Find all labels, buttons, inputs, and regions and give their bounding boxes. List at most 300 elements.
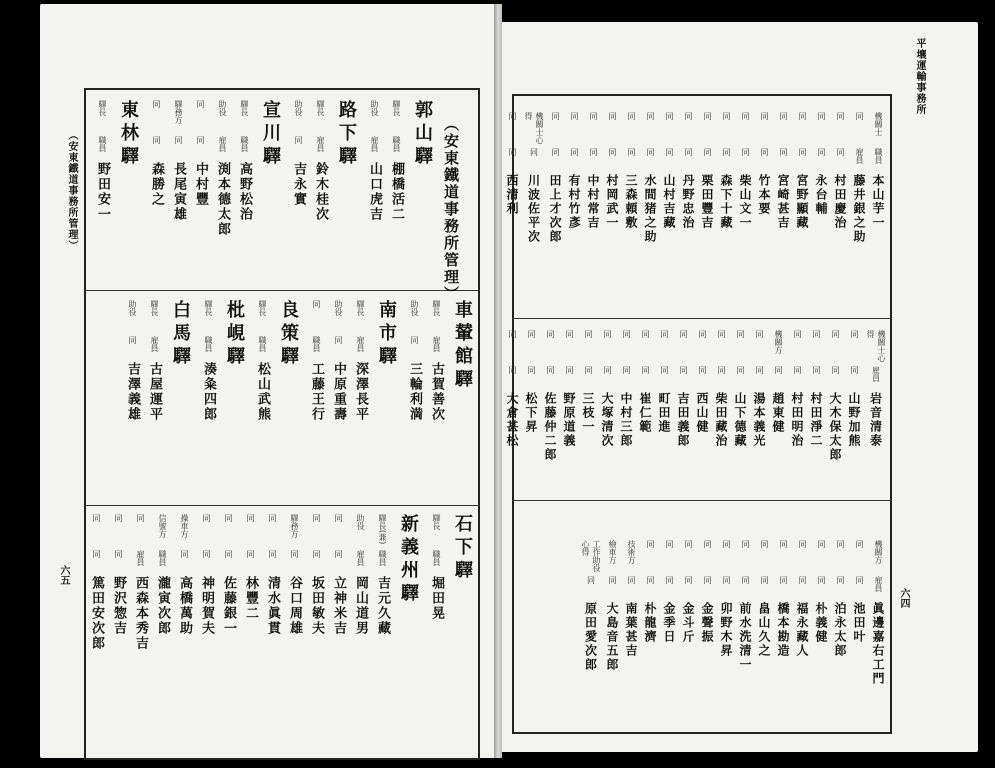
staff-rank: 同	[268, 550, 277, 558]
staff-position: 同	[817, 540, 826, 548]
staff-entry	[199, 300, 218, 422]
staff-rank: 同	[679, 366, 688, 374]
staff-position: 同	[224, 514, 233, 522]
staff-position: 同	[722, 112, 731, 120]
staff-entry	[846, 330, 863, 498]
staff-name: 宮野顯藏	[795, 174, 809, 230]
right-row-3	[580, 540, 887, 730]
staff-rank: 同	[627, 576, 636, 584]
staff-rank: 同	[641, 366, 650, 374]
staff-position: 工作助役心得	[581, 540, 601, 572]
staff-position: 驛長	[98, 100, 107, 116]
staff-position: 同	[665, 540, 674, 548]
station-name: 枇峴驛	[224, 300, 245, 369]
staff-entry	[637, 330, 654, 498]
staff-rank: 職員	[158, 550, 167, 566]
staff-entry	[604, 112, 621, 312]
staff-rank: 同	[508, 148, 517, 156]
left-section-1	[93, 100, 435, 285]
staff-name: 吉澤義雄	[125, 362, 140, 422]
staff-rank: 同	[665, 148, 674, 156]
staff-name: 趙東健	[771, 392, 785, 434]
station-name: 新義州驛	[398, 514, 419, 606]
staff-entry	[870, 540, 887, 730]
staff-entry	[373, 514, 392, 636]
staff-position: 驛長	[240, 100, 249, 116]
staff-position: 同	[508, 112, 517, 120]
staff-position: 同	[268, 514, 277, 522]
station-name: 石下驛	[452, 514, 473, 583]
staff-name: 山村吉藏	[662, 174, 676, 230]
station-name: 宣川驛	[260, 100, 281, 169]
staff-position: 驛長	[392, 100, 401, 116]
staff-position: 同	[698, 330, 707, 338]
staff-position: 驛長	[432, 300, 441, 316]
station-block	[253, 300, 301, 500]
staff-rank: 同	[508, 366, 517, 374]
staff-entry	[832, 112, 849, 312]
right-row-2	[504, 330, 887, 498]
staff-rank: 職員	[98, 136, 107, 152]
staff-rank: 同	[798, 148, 807, 156]
staff-entry	[329, 514, 348, 636]
staff-rank: 同	[779, 148, 788, 156]
staff-rank: 同	[627, 148, 636, 156]
staff-name: 泊永太郎	[833, 602, 847, 658]
staff-entry	[642, 112, 659, 312]
staff-entry	[604, 540, 621, 730]
staff-entry	[547, 112, 564, 312]
station-name: 車輦館驛	[452, 300, 473, 392]
staff-entry	[694, 330, 711, 498]
staff-position: 同	[312, 300, 321, 308]
staff-rank: 同	[202, 550, 211, 558]
staff-entry	[680, 540, 697, 730]
staff-position: 同	[793, 330, 802, 338]
staff-name: 柴田藏治	[714, 392, 728, 448]
staff-entry	[153, 514, 172, 636]
staff-entry	[523, 112, 545, 312]
staff-position: 同	[641, 330, 650, 338]
staff-rank: 同	[334, 336, 343, 344]
staff-name: 中原重壽	[331, 362, 346, 422]
right-row-1	[504, 112, 887, 312]
staff-name: 山口虎吉	[367, 162, 382, 222]
staff-name: 村岡武一	[605, 174, 619, 230]
staff-position: 驛長(兼)	[378, 514, 387, 545]
right-side-label: 平壤運輸事務所	[914, 38, 925, 115]
staff-entry	[253, 300, 272, 422]
staff-position: 同	[779, 540, 788, 548]
staff-position: 同	[646, 112, 655, 120]
station-name: 南市驛	[376, 300, 397, 369]
staff-rank: 職員	[392, 136, 401, 152]
staff-position: 機關士心得	[524, 112, 544, 144]
staff-rank: 同	[722, 148, 731, 156]
staff-position: 助役	[294, 100, 303, 116]
staff-name: 三輪利満	[407, 362, 422, 422]
staff-position: 助役	[370, 100, 379, 116]
staff-rank: 同	[646, 576, 655, 584]
staff-position: 助役	[410, 300, 419, 316]
staff-position: 同	[646, 540, 655, 548]
staff-rank: 同	[836, 576, 845, 584]
staff-name: 中村豐	[193, 162, 208, 207]
staff-name: 岩音清泰	[868, 392, 883, 448]
left-section-2	[123, 300, 475, 500]
staff-position: 同	[836, 112, 845, 120]
left-section-3	[87, 514, 475, 754]
staff-rank: 同	[736, 366, 745, 374]
staff-name: 南葉甚吉	[624, 602, 638, 658]
staff-rank: 同	[527, 366, 536, 374]
staff-name: 湊粂四郎	[201, 362, 216, 422]
staff-name: 丹野忠治	[681, 174, 695, 230]
staff-name: 高野松治	[237, 162, 252, 222]
staff-position: 驛長	[258, 300, 267, 316]
staff-rank: 職員	[240, 136, 249, 152]
staff-position: 同	[684, 112, 693, 120]
staff-entry	[307, 514, 326, 636]
left-side-label: （安東鐵道事務所管理）	[66, 130, 77, 251]
staff-rank: 雇員	[150, 336, 159, 352]
staff-entry	[241, 514, 260, 621]
staff-rank: 雇員	[356, 550, 365, 566]
staff-rank: 同	[755, 366, 764, 374]
staff-rank: 職員	[378, 550, 387, 566]
staff-rank: 同	[703, 576, 712, 584]
staff-position: 技術方	[627, 540, 636, 564]
staff-name: 三森頼敷	[624, 174, 638, 230]
staff-name: 西森本秀吉	[133, 576, 148, 651]
staff-rank: 同	[312, 550, 321, 558]
staff-position: 同	[246, 514, 255, 522]
staff-entry	[387, 100, 406, 222]
staff-entry	[285, 514, 304, 636]
station-block	[87, 514, 421, 754]
staff-rank: 同	[565, 366, 574, 374]
staff-name: 福永藏人	[795, 602, 809, 658]
staff-entry	[263, 514, 282, 636]
staff-rank: 同	[855, 576, 864, 584]
staff-entry	[870, 112, 887, 312]
staff-position: 機關方	[874, 540, 883, 564]
left-page-number: 六五	[58, 565, 69, 585]
staff-rank: 同	[546, 366, 555, 374]
staff-rank: 同	[836, 148, 845, 156]
staff-name: 吉田義郎	[676, 392, 690, 448]
staff-entry	[661, 112, 678, 312]
staff-name: 田上才次郎	[548, 174, 562, 244]
staff-rank: 同	[92, 550, 101, 558]
right-divider-1	[512, 318, 892, 319]
station-name: 路下驛	[336, 100, 357, 169]
staff-name: 山野加熊	[847, 392, 861, 448]
staff-rank: 職員	[312, 336, 321, 352]
staff-rank: 職員	[204, 336, 213, 352]
staff-entry	[351, 514, 370, 636]
staff-entry	[523, 330, 540, 498]
staff-position: 驛長	[432, 514, 441, 530]
staff-position: 同	[679, 330, 688, 338]
staff-entry	[561, 330, 578, 498]
staff-position: 助役	[334, 300, 343, 316]
staff-rank: 同	[817, 148, 826, 156]
staff-position: 同	[546, 330, 555, 338]
staff-entry	[808, 330, 825, 498]
staff-name: 松下昇	[524, 392, 538, 434]
staff-entry	[737, 540, 754, 730]
staff-entry	[197, 514, 216, 636]
staff-entry	[751, 330, 768, 498]
staff-entry	[307, 300, 326, 422]
staff-position: 同	[589, 112, 598, 120]
right-page-number: 六四	[898, 588, 909, 608]
staff-name: 大島音五郎	[605, 602, 619, 672]
staff-rank: 雇員	[855, 148, 864, 164]
staff-name: 橋本勘造	[776, 602, 790, 658]
station-block	[123, 300, 193, 500]
staff-name: 野原道義	[562, 392, 576, 448]
staff-entry	[219, 514, 238, 636]
staff-entry	[661, 540, 678, 730]
staff-entry	[642, 540, 659, 730]
staff-name: 三枝一	[581, 392, 595, 434]
staff-position: 同	[831, 330, 840, 338]
staff-position: 同	[703, 112, 712, 120]
staff-entry	[827, 330, 844, 498]
staff-rank: 同	[741, 148, 750, 156]
station-block	[365, 100, 435, 285]
staff-name: 卯野木昇	[719, 602, 733, 658]
staff-entry	[699, 112, 716, 312]
staff-position: 同	[760, 540, 769, 548]
staff-rank: 雇員	[370, 136, 379, 152]
staff-name: 金聲振	[700, 602, 714, 644]
staff-name: 神明賀夫	[199, 576, 214, 636]
staff-entry	[504, 112, 521, 312]
staff-rank: 雇員	[874, 576, 883, 592]
staff-rank: 同	[603, 366, 612, 374]
staff-position: 助役	[218, 100, 227, 116]
staff-position: 操車方	[180, 514, 189, 538]
staff-entry	[365, 100, 384, 222]
station-block	[147, 100, 283, 285]
staff-entry	[351, 300, 370, 422]
staff-rank: 同	[665, 576, 674, 584]
staff-name: 崔仁範	[638, 392, 652, 434]
staff-entry	[713, 330, 730, 498]
staff-rank: 同	[850, 366, 859, 374]
staff-name: 岡山道男	[353, 576, 368, 636]
right-divider-2	[512, 500, 892, 501]
staff-position: 同	[660, 330, 669, 338]
staff-rank: 同	[760, 576, 769, 584]
staff-name: 野田安一	[95, 162, 110, 222]
staff-position: 機關方	[774, 330, 783, 354]
staff-position: 機關士	[874, 112, 883, 136]
staff-name: 有村竹彥	[567, 174, 581, 230]
book-gutter	[494, 4, 502, 758]
staff-position: 同	[570, 112, 579, 120]
staff-name: 前水洗清一	[738, 602, 752, 672]
staff-name: 大塚清次	[600, 392, 614, 448]
staff-rank: 同	[174, 136, 183, 144]
staff-rank: 同	[152, 136, 161, 144]
staff-position: 同	[855, 112, 864, 120]
staff-name: 古賀善次	[429, 362, 444, 422]
staff-position: 驛長	[356, 300, 365, 316]
staff-name: 藤井銀之助	[852, 174, 866, 244]
station-block	[199, 300, 247, 500]
staff-entry	[87, 514, 106, 651]
staff-name: 佐藤銀一	[221, 576, 236, 636]
staff-position: 同	[779, 112, 788, 120]
staff-name: 松山武熊	[255, 362, 270, 422]
staff-name: 吉元久藏	[375, 576, 390, 636]
staff-entry	[427, 514, 446, 621]
staff-rank: 同	[570, 148, 579, 156]
staff-rank: 同	[684, 148, 693, 156]
staff-name: 村田慶治	[833, 174, 847, 230]
staff-rank: 同	[551, 148, 560, 156]
staff-position: 驛長	[316, 100, 325, 116]
staff-entry	[770, 330, 787, 498]
staff-position: 同	[817, 112, 826, 120]
staff-rank: 同	[584, 366, 593, 374]
staff-position: 同	[584, 330, 593, 338]
staff-position: 驛長	[150, 300, 159, 316]
staff-entry	[123, 300, 142, 422]
station-name: 白馬驛	[170, 300, 191, 369]
staff-entry	[756, 112, 773, 312]
staff-rank: 同	[290, 550, 299, 558]
staff-name: 川波佐平次	[526, 174, 541, 244]
staff-entry	[131, 514, 150, 651]
staff-rank: 同	[760, 148, 769, 156]
staff-entry	[145, 300, 164, 422]
staff-rank: 同	[793, 366, 802, 374]
staff-position: 同	[717, 330, 726, 338]
staff-rank: 同	[196, 136, 205, 144]
staff-rank: 同	[334, 550, 343, 558]
staff-name: 大木保太郎	[828, 392, 842, 462]
staff-position: 同	[136, 514, 145, 522]
staff-rank: 同	[717, 366, 726, 374]
station-block	[427, 514, 475, 754]
staff-position: 檢車方	[608, 540, 617, 564]
staff-name: 堀田晃	[429, 576, 444, 621]
staff-name: 古屋運平	[147, 362, 162, 422]
staff-rank: 同	[608, 148, 617, 156]
staff-entry	[175, 514, 194, 636]
staff-position: 同	[736, 330, 745, 338]
staff-rank: 同	[224, 550, 233, 558]
staff-entry	[93, 100, 112, 222]
staff-entry	[813, 540, 830, 730]
staff-rank: 同	[246, 550, 255, 558]
staff-rank: 同	[774, 366, 783, 374]
staff-position: 同	[608, 112, 617, 120]
staff-rank: 同	[589, 148, 598, 156]
staff-name: 本山芋一	[871, 174, 885, 230]
staff-entry	[580, 540, 602, 730]
staff-position: 同	[798, 112, 807, 120]
staff-position: 助役	[356, 514, 365, 530]
staff-entry	[213, 100, 232, 237]
station-block	[93, 100, 141, 285]
staff-entry	[794, 540, 811, 730]
staff-rank: 同	[684, 576, 693, 584]
staff-entry	[737, 112, 754, 312]
staff-rank: 同	[529, 148, 539, 156]
staff-position: 同	[551, 112, 560, 120]
staff-entry	[623, 112, 640, 312]
staff-entry	[718, 112, 735, 312]
staff-name: 畠山久之	[757, 602, 771, 658]
staff-name: 眞邊嘉右工門	[871, 602, 885, 686]
staff-position: 同	[703, 540, 712, 548]
staff-position: 驛務方	[290, 514, 299, 538]
staff-entry	[851, 540, 868, 730]
staff-rank: 職員	[258, 336, 267, 352]
staff-position: 同	[565, 330, 574, 338]
staff-rank: 同	[703, 148, 712, 156]
staff-name: 水間猪之助	[643, 174, 657, 244]
staff-position: 信號方	[158, 514, 167, 538]
staff-rank: 雇員	[218, 136, 227, 152]
staff-position: 同	[202, 514, 211, 522]
staff-rank: 同	[586, 576, 596, 584]
staff-position: 同	[312, 514, 321, 522]
staff-name: 栗田豐吉	[700, 174, 714, 230]
staff-name: 谷口周雄	[287, 576, 302, 636]
staff-name: 朴義健	[814, 602, 828, 644]
staff-position: 同	[812, 330, 821, 338]
staff-name: 宮崎甚吉	[776, 174, 790, 230]
staff-rank: 同	[817, 576, 826, 584]
staff-position: 同	[684, 540, 693, 548]
staff-position: 同	[760, 112, 769, 120]
staff-entry	[656, 330, 673, 498]
staff-entry	[504, 330, 521, 498]
station-block	[405, 300, 475, 500]
staff-name: 中村常吉	[586, 174, 600, 230]
staff-entry	[289, 100, 308, 207]
staff-position: 同	[114, 514, 123, 522]
staff-name: 森下十藏	[719, 174, 733, 230]
staff-name: 森勝之	[149, 162, 164, 207]
station-block	[289, 100, 359, 285]
staff-position: 驛務方	[174, 100, 183, 124]
staff-position: 同	[798, 540, 807, 548]
staff-position: 同	[508, 330, 517, 338]
staff-entry	[405, 300, 424, 422]
staff-entry	[794, 112, 811, 312]
station-block	[307, 300, 399, 500]
staff-position: 同	[741, 540, 750, 548]
staff-entry	[756, 540, 773, 730]
left-divider-1	[84, 290, 480, 291]
staff-name: 野沢惣吉	[111, 576, 126, 636]
staff-position: 同	[755, 330, 764, 338]
staff-rank: 同	[180, 550, 189, 558]
staff-rank: 同	[798, 576, 807, 584]
staff-rank: 職員	[432, 550, 441, 566]
staff-rank: 同	[698, 366, 707, 374]
staff-entry	[585, 112, 602, 312]
staff-name: 原田愛次郎	[583, 602, 598, 672]
